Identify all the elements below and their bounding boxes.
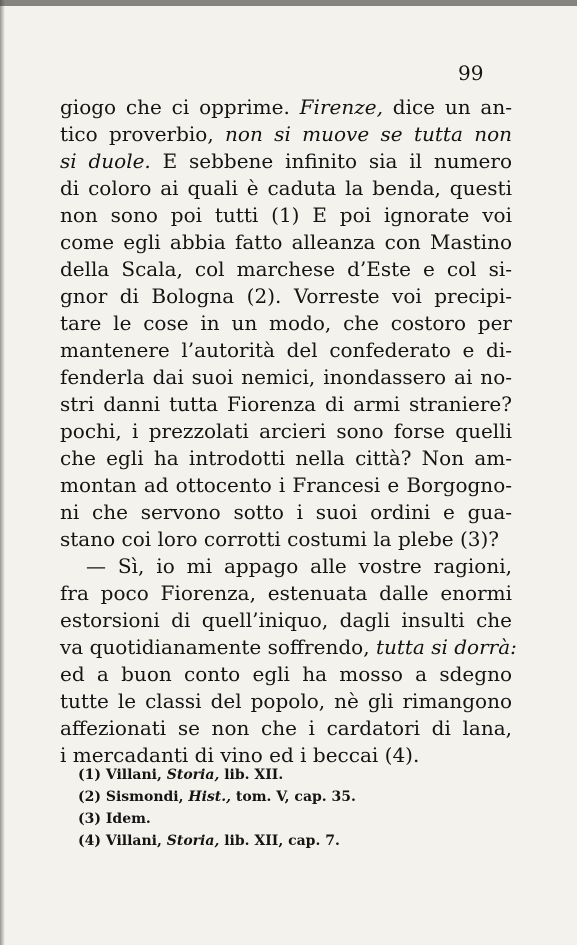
footnote: (1) Villani, Storia, lib. XII. (78, 767, 284, 783)
text-line: giogo che ci opprime. Firenze, dice un an- (60, 95, 512, 119)
page-number: 99 (458, 61, 484, 85)
page-edge-shadow (0, 0, 577, 6)
text-line: di coloro ai quali è caduta la benda, questi (60, 176, 512, 200)
text-line: si duole. E sebbene infinito sia il numero (60, 149, 512, 173)
text-line: montan ad ottocento i Francesi e Borgogno- (60, 473, 512, 497)
footnotes (78, 764, 408, 852)
text-line: i mercadanti di vino ed i beccai (4). (60, 743, 420, 767)
text-line: fenderla dai suoi nemici, inondassero ai no- (60, 365, 512, 389)
text-line: stri danni tutta Fiorenza di armi straniere? (60, 392, 512, 416)
footnote: (3) Idem. (78, 811, 151, 827)
text-line: tare le cose in un modo, che costoro per (60, 311, 512, 335)
text-line: pochi, i prezzolati arcieri sono forse quelli (60, 419, 512, 443)
text-line: gnor di Bologna (2). Vorreste voi precipi- (60, 284, 512, 308)
text-line: — Sì, io mi appago alle vostre ragioni, (86, 554, 512, 578)
text-line: della Scala, col marchese d’Este e col si- (60, 257, 512, 281)
text-line: mantenere l’autorità del confederato e di- (60, 338, 512, 362)
binding-shadow (0, 0, 5, 945)
text-line: tico proverbio, non si muove se tutta non (60, 122, 513, 146)
text-line: fra poco Fiorenza, estenuata dalle enormi (60, 581, 512, 605)
body-text (60, 94, 517, 769)
text-line: stano coi loro corrotti costumi la plebe (3)? (60, 527, 500, 551)
text-line: come egli abbia fatto alleanza con Mastino (60, 230, 512, 254)
footnote: (2) Sismondi, Hist., tom. V, cap. 35. (78, 789, 356, 805)
text-line: tutte le classi del popolo, nè gli rimangono (60, 689, 512, 713)
text-line: non sono poi tutti (1) E poi ignorate voi (60, 203, 512, 227)
text-line: va quotidianamente soffrendo, tutta si dorrà: (60, 635, 517, 659)
text-line: che egli ha introdotti nella città? Non am- (60, 446, 512, 470)
text-line: ni che servono sotto i suoi ordini e gua- (60, 500, 512, 524)
text-line: affezionati se non che i cardatori di lana, (60, 716, 512, 740)
footnote: (4) Villani, Storia, lib. XII, cap. 7. (78, 833, 340, 849)
text-line: ed a buon conto egli ha mosso a sdegno (60, 662, 512, 686)
text-line: estorsioni di quell’iniquo, dagli insulti che (60, 608, 512, 632)
